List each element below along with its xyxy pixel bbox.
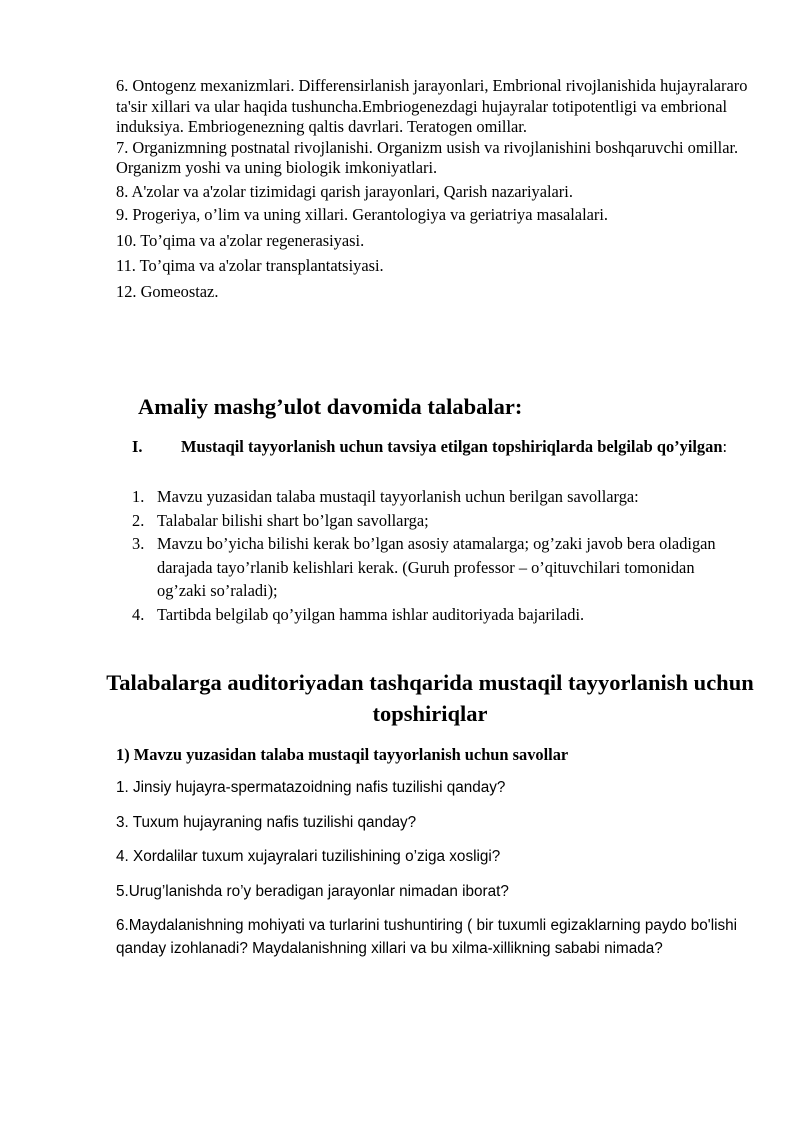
list-item-text: Mavzu yuzasidan talaba mustaqil tayyorlanish uchun berilgan savollarga:: [157, 487, 639, 506]
homework-heading: Talabalarga auditoriyadan tashqarida mustaqil tayyorlanish uchun topshiriqlar: [106, 670, 754, 726]
question-item: 5.Urug’lanishda ro’y beradigan jarayonlar nimadan iborat?: [116, 882, 509, 900]
roman-number: I.: [132, 437, 143, 456]
question-list: [116, 776, 756, 972]
list-item-text: Tartibda belgilab qo’yilgan hamma ishlar auditoriyada bajariladi.: [157, 604, 585, 624]
question-item: 4. Xordalilar tuxum xujayralari tuzilishining o’ziga xosligi?: [116, 848, 501, 865]
list-number: 1.: [132, 487, 145, 506]
roman-item-colon: :: [722, 437, 728, 456]
question-item: 6.Maydalanishning mohiyati va turlarini tushuntiring ( bir tuxumli egizaklarning paydo bo'lishi qanday izohlanadi? Maydalanishning xillari va bu xilma-xillikning sababi nimada?: [116, 917, 738, 957]
list-number: 4.: [132, 604, 145, 624]
question-item: 1. Jinsiy hujayra-spermatazoidning nafis tuzilishi qanday?: [116, 779, 506, 796]
topic-item-12: 12. Gomeostaz.: [116, 281, 219, 301]
list-item: [132, 603, 742, 627]
list-item: [132, 509, 742, 533]
list-item: [132, 485, 742, 509]
list-item-text: Mavzu bo’yicha bilishi kerak bo’lgan asosiy atamalarga; og’zaki javob bera oladigan darajada tayo’rlanib kelishlari kerak. (Guruh professor – o’qituvchilari tomonidan og’zaki so’raladi);: [157, 534, 716, 600]
homework-subheading: 1) Mavzu yuzasidan talaba mustaqil tayyorlanish uchun savollar: [116, 745, 569, 764]
topic-item-8: 8. A'zolar va a'zolar tizimidagi qarish jarayonlari, Qarish nazariyalari.: [116, 181, 573, 201]
question-item: 3. Tuxum hujayraning nafis tuzilishi qanday?: [116, 813, 417, 831]
list-number: 2.: [132, 510, 145, 530]
list-item-text: Talabalar bilishi shart bo’lgan savollarga;: [157, 510, 429, 530]
roman-item-text: [181, 435, 741, 458]
topic-item-11: 11. To’qima va a'zolar transplantatsiyasi.: [116, 256, 384, 275]
list-item: [132, 532, 742, 603]
practical-numbered-list: [132, 485, 742, 626]
topic-item-9: 9. Progeriya, o’lim va uning xillari. Gerantologiya va geriatriya masalalari.: [116, 205, 609, 224]
topic-item-10: 10. To’qima va a'zolar regenerasiyasi.: [116, 230, 365, 250]
list-number: 3.: [132, 534, 145, 553]
roman-item-label: Mustaqil tayyorlanish uchun tavsiya etilgan topshiriqlarda belgilab qo’yilgan: [181, 437, 723, 456]
topic-list: [116, 76, 756, 302]
topic-item-6: 6. Ontogenz mexanizmlari. Differensirlanish jarayonlari, Embrional rivojlanishida hujayralararo ta'sir xillari va ular haqida tushuncha.Embriogenezdagi hujayralar totipotentligi va embrional induksiya. Embriogenezning qaltis davrlari. Teratogen omillar.: [116, 76, 748, 136]
practical-heading: Amaliy mashg’ulot davomida talabalar:: [138, 394, 523, 419]
topic-item-7: 7. Organizmning postnatal rivojlanishi. Organizm usish va rivojlanishini boshqaruvchi omillar. Organizm yoshi va uning biologik imkoniyatlari.: [116, 137, 739, 177]
